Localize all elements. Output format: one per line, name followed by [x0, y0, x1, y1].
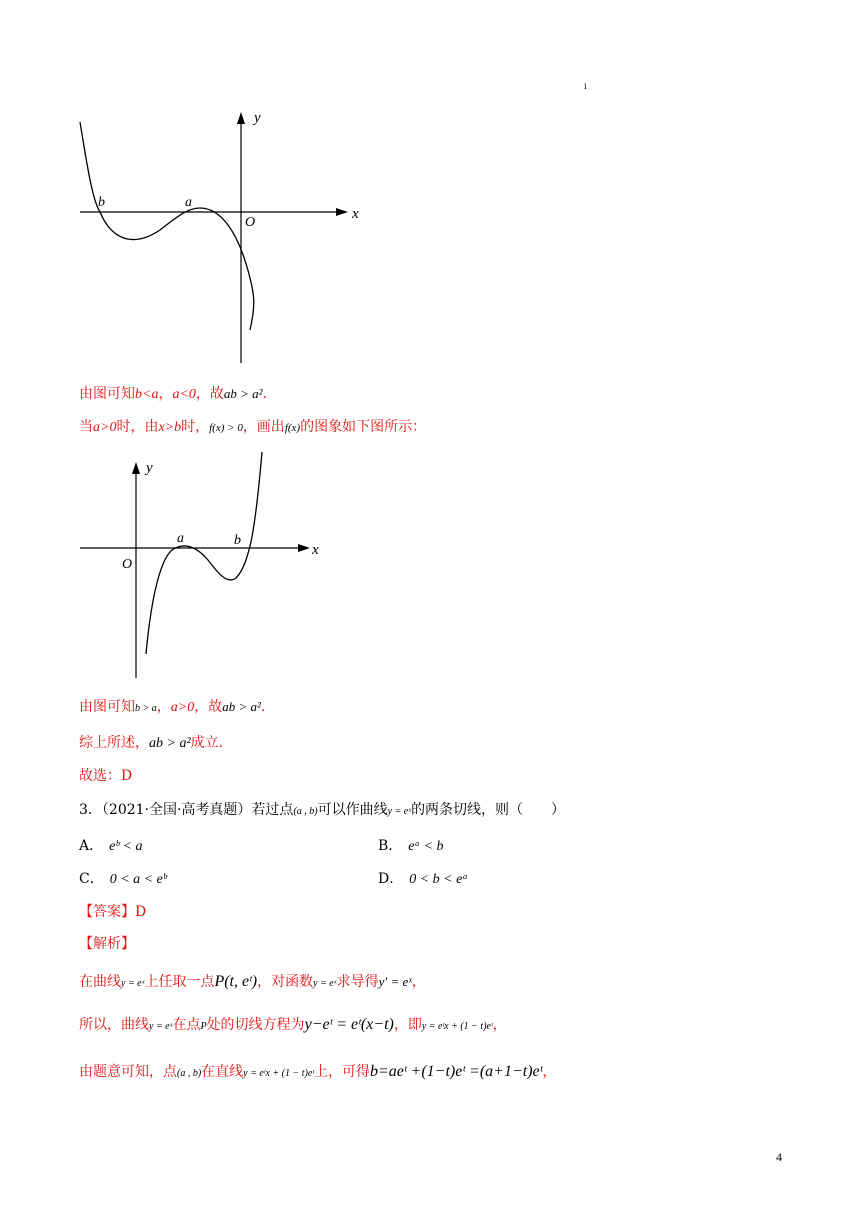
graph2-label-origin: O — [122, 557, 133, 572]
answer-line: 【答案】D — [79, 904, 147, 920]
graph2-x-arrow — [298, 544, 310, 552]
option-d: D． 0 < b < eᵃ — [378, 871, 468, 887]
graph1-label-y: y — [254, 110, 261, 126]
solution-line-4: 综上所述，ab > a²成立. — [79, 735, 224, 751]
graph1-label-x: x — [352, 206, 359, 222]
graph2-label-y: y — [146, 460, 153, 476]
graph1-label-a: a — [185, 195, 192, 210]
solution-line-1: 由图可知b<a，a<0，故ab > a². — [79, 386, 268, 402]
top-mark: i — [584, 82, 587, 91]
solution-step-2: 所以，曲线y = eˣ在点P处的切线方程为y−eᵗ = eᵗ(x−t)，即y = eᵗx + (1 − t)eᵗ， — [79, 1016, 507, 1033]
graph2-label-x: x — [312, 542, 319, 558]
graph1-x-arrow — [336, 208, 348, 216]
solution-line-5: 故选：D — [79, 768, 133, 784]
graph2-y-arrow — [132, 462, 140, 474]
solution-step-3: 由题意可知，点(a , b)在直线y = eᵗx + (1 − t)eᵗ上，可得b=aeᵗ +(1−t)eᵗ =(a+1−t)eᵗ， — [79, 1063, 557, 1080]
option-b: B． eᵃ < b — [378, 838, 444, 854]
page-number: 4 — [776, 1150, 782, 1164]
solution-step-1: 在曲线y = eˣ上任取一点P(t, eᵗ)，对函数y = eˣ求导得y′ = eˣ， — [79, 973, 426, 990]
graph1-y-arrow — [237, 112, 245, 124]
graph-2 — [70, 450, 360, 682]
graph2-label-b: b — [234, 533, 241, 548]
graph1-label-b: b — [98, 195, 105, 210]
option-a: A． eᵇ < a — [79, 838, 143, 854]
graph2-label-a: a — [177, 531, 184, 546]
graph2-curve — [146, 452, 262, 654]
graph1-label-origin: O — [245, 215, 256, 230]
solution-line-2: 当a>0时，由x>b时，f(x) > 0，画出f(x)的图象如下图所示： — [79, 419, 427, 435]
graph-1 — [70, 108, 370, 370]
solution-line-3: 由图可知b > a，a>0，故ab > a². — [79, 699, 266, 715]
question-3: 3．（2021·全国·高考真题）若过点(a , b)可以作曲线y = eˣ的两条切线，则（ ） — [79, 802, 566, 818]
analysis-tag: 【解析】 — [79, 936, 135, 952]
option-c: C． 0 < a < eᵇ — [79, 871, 167, 887]
graph1-curve — [80, 122, 254, 330]
